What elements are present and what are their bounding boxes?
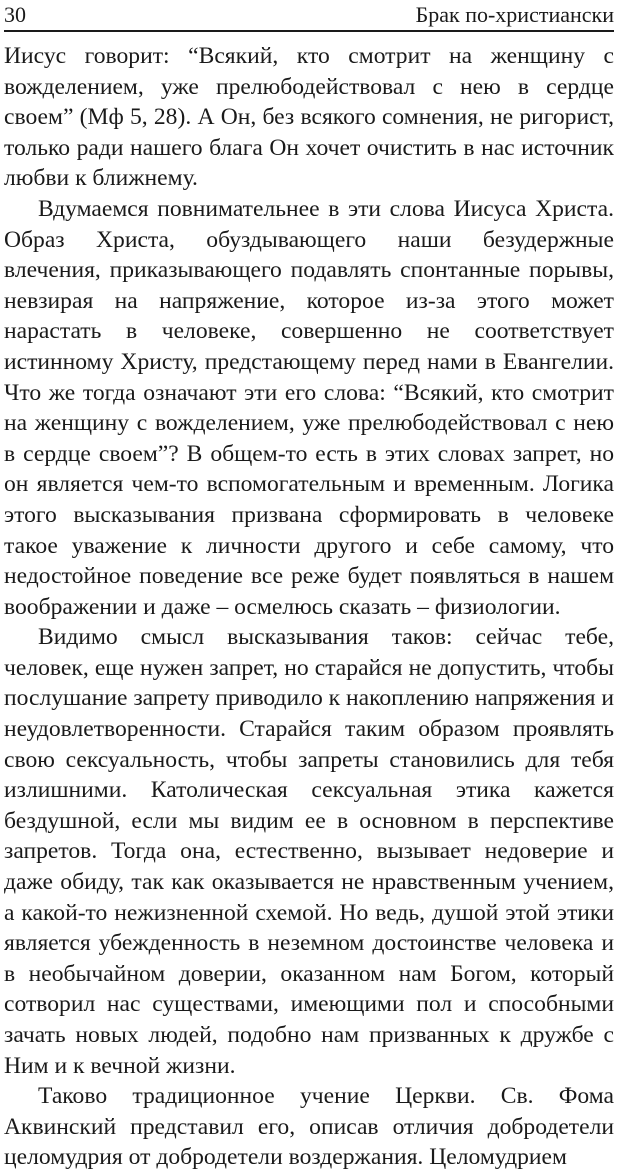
paragraph-2: Вдумаемся повнимательнее в эти слова Иисуса Христа. Образ Христа, обуздывающего наши безудержные влечения, приказывающего подавлять спонтанные порывы, невзирая на напряжение, которое из-за этого может нарастать в человеке, совершенно не соответствует истинному Христу, предстающему перед нами в Евангелии. Что же тогда означают эти его слова: “Всякий, кто смотрит на женщину с вожделением, уже прелюбодействовал с нею в сердце своем”? В общем-то есть в этих словах запрет, но он является чем-то вспомогательным и временным. Логика этого высказывания призвана сформировать в человеке такое уважение к личности другого и себе самому, что недостойное поведение все реже будет появляться в нашем воображении и даже – осмелюсь сказать – физиологии.	[4, 195, 614, 620]
paragraph-3: Видимо смысл высказывания таков: сейчас тебе, человек, еще нужен запрет, но старайся не допустить, чтобы послушание запрету приводило к накоплению напряжения и неудовлетворенности. Старайся таким образом проявлять свою сексуальность, чтобы запреты становились для тебя излишними. Католическая сексуальная этика кажется бездушной, если мы видим ее в основном в перспективе запретов. Тогда она, естественно, вызывает недоверие и даже обиду, так как оказывается не нравственным учением, а какой-то нежизненной схемой. Но ведь, душой этой этики является убежденность в неземном достоинстве человека и в необычайном доверии, оказанном нам Богом, который сотворил нас существами, имеющими пол и способными зачать новых людей, подобно нам призванных к дружбе с Ним и к вечной жизни.	[4, 624, 614, 1079]
paragraph-4: Таково традиционное учение Церкви. Св. Фома Аквинский представил его, описав отличия добродетели целомудрия от добродетели воздержания. Целомудрием	[4, 1083, 614, 1171]
body-text	[4, 41, 614, 1173]
running-header	[4, 0, 614, 32]
running-title: Брак по-христиански	[415, 2, 614, 27]
page-number: 30	[4, 2, 26, 27]
paragraph-1: Иисус говорит: “Всякий, кто смотрит на женщину с вожделением, уже прелюбодействовал с нею в сердце своем” (Мф 5, 28). А Он, без всякого сомнения, не ригорист, только ради нашего блага Он хочет очистить в нас источник любви к ближнему.	[4, 43, 614, 192]
